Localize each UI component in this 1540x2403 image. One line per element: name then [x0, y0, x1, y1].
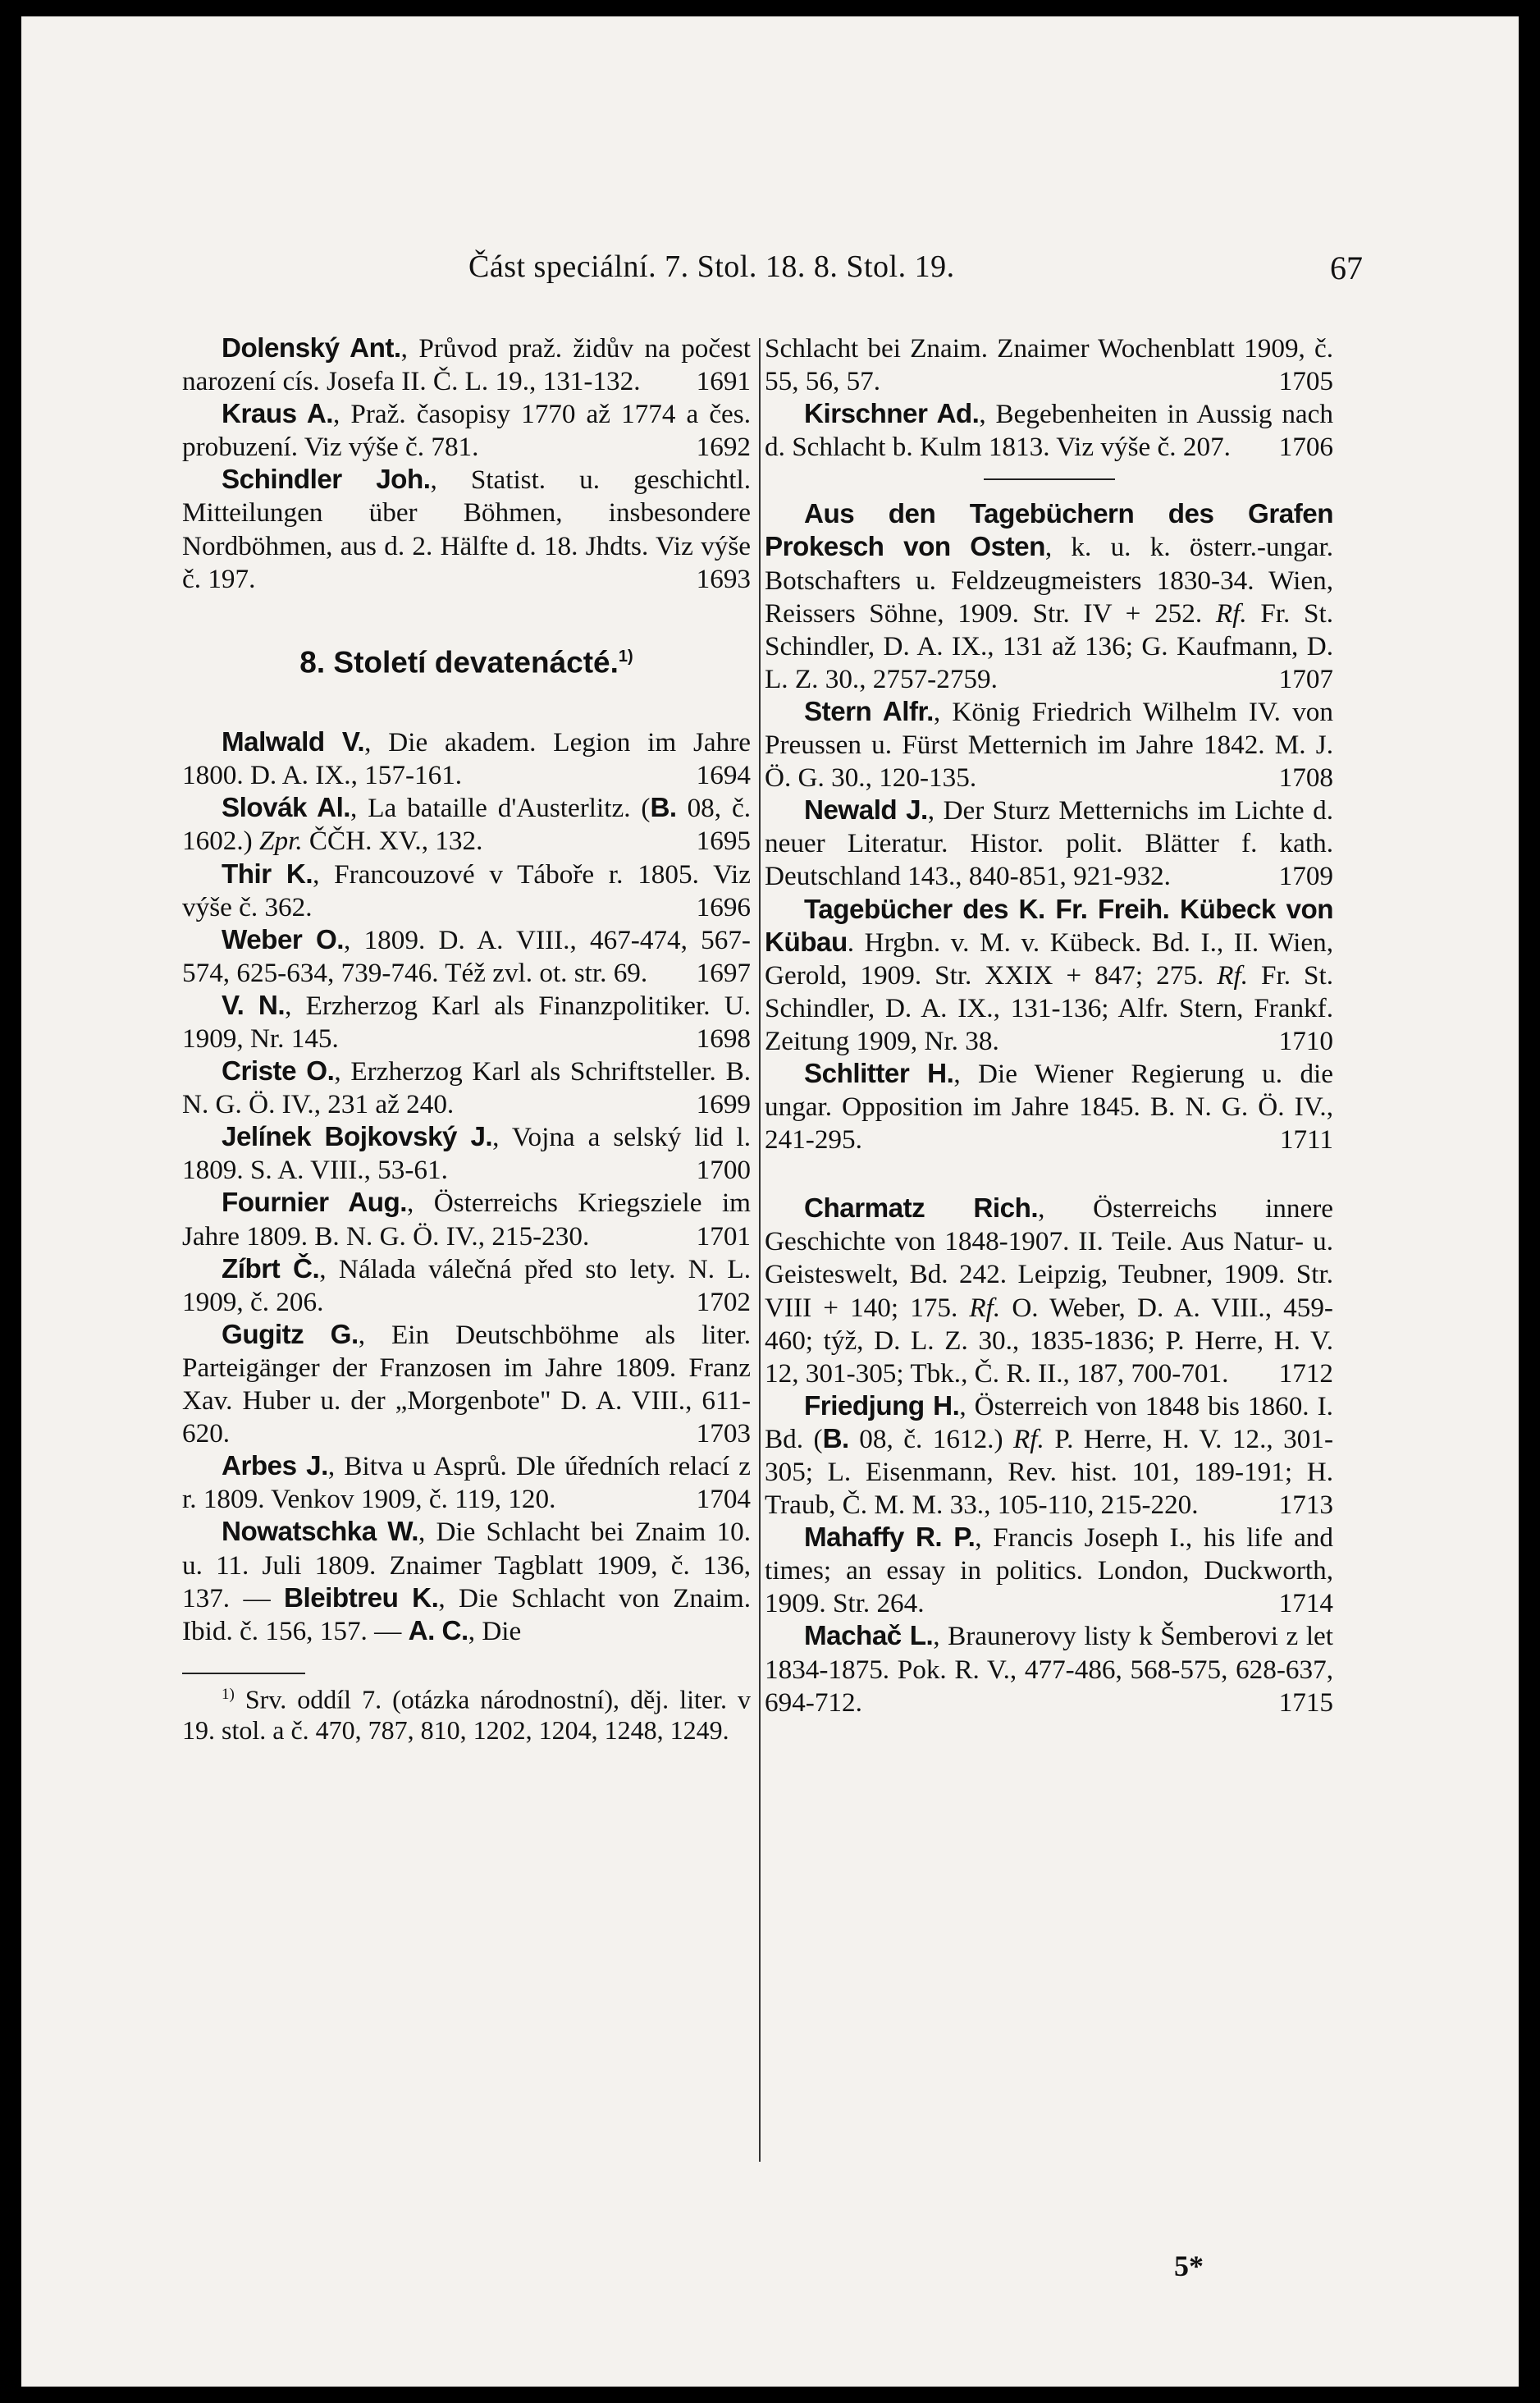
entry-1691: Dolenský Ant., Průvod praž. židův na počest narození cís. Josefa II. Č. L. 19., 131-132. 1691	[182, 332, 751, 398]
entry-1693: Schindler Joh., Statist. u. geschichtl. Mitteilungen über Böhmen, insbesondere Nordböhmen, aus d. 2. Hälfte d. 18. Jhdts. Viz výše č. 197. 1693	[182, 464, 751, 595]
entry-number: 1704	[696, 1484, 751, 1515]
entry-1705-start: Nowatschka W., Die Schlacht bei Znaim 10. u. 11. Juli 1809. Znaimer Tagblatt 1909, č. 136, 137. — Bleibtreu K., Die Schlacht von Znaim. Ibid. č. 156, 157. — A. C., Die	[182, 1517, 752, 1646]
entry-1696: Thir K., Francouzové v Táboře r. 1805. Viz výše č. 362. 1696	[182, 858, 751, 924]
entry-1712: Charmatz Rich., Österreichs innere Geschichte von 1848-1907. II. Teile. Aus Natur- u. Geisteswelt, Bd. 242. Leipzig, Teubner, 1909. Str. VIII + 140; 175. Rf. O. Weber, D. A. VIII., 459-460; týž, D. L. Z. 30., 1835-1836; P. Herre, H. V. 12, 301-305; Tbk., Č. R. II., 187, 700-701. 1712	[765, 1192, 1333, 1390]
entry-number: 1699	[696, 1089, 751, 1120]
entry-number: 1698	[696, 1023, 751, 1055]
footnote-mark: 1)	[618, 647, 633, 666]
entry-number: 1707	[1278, 663, 1333, 694]
right-column	[765, 332, 1333, 1719]
entry-1695: Slovák Al., La bataille d'Austerlitz. (B. 08, č. 1602.) Zpr. ČČH. XV., 132. 1695	[182, 792, 751, 858]
signature-mark: 5*	[1174, 2250, 1204, 2282]
entry-1710: Tagebücher des K. Fr. Freih. Kübeck von Kübau. Hrgbn. v. M. v. Kübeck. Bd. I., II. Wien, Gerold, 1909. Str. XXIX + 847; 275. Rf. Fr. St. Schindler, D. A. IX., 131-136; Alfr. Stern, Frankf. Zeitung 1909, Nr. 38. 1710	[765, 894, 1333, 1058]
page-number: 67	[1330, 249, 1363, 286]
entry-number: 1712	[1278, 1357, 1333, 1389]
entry-1698: V. N., Erzherzog Karl als Finanzpolitiker. U. 1909, Nr. 145. 1698	[182, 990, 751, 1055]
separator-rule	[984, 478, 1115, 480]
entry-1706: Kirschner Ad., Begebenheiten in Aussig nach d. Schlacht b. Kulm 1813. Viz výše č. 207. 1706	[765, 398, 1333, 464]
entry-1709: Newald J., Der Sturz Metternichs im Lichte d. neuer Literatur. Histor. polit. Blätter f. kath. Deutschland 143., 840-851, 921-932. 1709	[765, 794, 1333, 893]
entry-1700: Jelínek Bojkovský J., Vojna a selský lid l. 1809. S. A. VIII., 53-61. 1700	[182, 1121, 751, 1187]
entry-number: 1695	[696, 826, 751, 857]
column-divider	[759, 338, 761, 2162]
entry-1715: Machač L., Braunerovy listy k Šemberovi z let 1834-1875. Pok. R. V., 477-486, 568-575, 628-637, 694-712. 1715	[765, 1620, 1333, 1719]
entry-number: 1701	[696, 1220, 751, 1252]
entry-number: 1700	[696, 1155, 751, 1186]
entry-number: 1709	[1278, 861, 1333, 892]
entry-number: 1693	[696, 563, 751, 594]
entry-number: 1713	[1278, 1490, 1333, 1521]
entry-1697: Weber O., 1809. D. A. VIII., 467-474, 567-574, 625-634, 739-746. Též zvl. ot. str. 69. 1697	[182, 924, 751, 990]
running-head: Část speciální. 7. Stol. 18. 8. Stol. 19.	[468, 249, 955, 284]
section-heading: 8. Století devatenácté.$^{1)}$	[299, 645, 633, 680]
entry-1707: Aus den Tagebüchern des Grafen Prokesch von Osten, k. u. k. österr.-ungar. Botschafters u. Feldzeugmeisters 1830-34. Wien, Reissers Söhne, 1909. Str. IV + 252. Rf. Fr. St. Schindler, D. A. IX., 131 až 136; G. Kaufmann, D. L. Z. 30., 2757-2759. 1707	[765, 498, 1333, 696]
spacer	[765, 1156, 1333, 1192]
entry-1701: Fournier Aug., Österreichs Kriegsziele im Jahre 1809. B. N. G. Ö. IV., 215-230. 1701	[182, 1187, 751, 1252]
entry-number: 1696	[696, 891, 751, 922]
entry-number: 1702	[696, 1286, 751, 1317]
entry-number: 1692	[696, 432, 751, 463]
entry-number: 1711	[1279, 1124, 1333, 1156]
entry-1704: Arbes J., Bitva u Asprů. Dle úředních relací z r. 1809. Venkov 1909, č. 119, 120. 1704	[182, 1450, 751, 1516]
entry-number: 1714	[1278, 1588, 1333, 1619]
entry-1702: Zíbrt Č., Nálada válečná před sto lety. N. L. 1909, č. 206. 1702	[182, 1253, 751, 1319]
footnote-rule	[182, 1673, 305, 1674]
entry-1703: Gugitz G., Ein Deutschböhme als liter. Parteigänger der Franzosen im Jahre 1809. Franz Xav. Huber u. der „Morgenbote" D. A. VIII., 611-620. 1703	[182, 1319, 751, 1450]
entry-number: 1708	[1278, 762, 1333, 794]
entry-1705-end: Schlacht bei Znaim. Znaimer Wochenblatt 1909, č. 55, 56, 57. 1705	[765, 332, 1333, 398]
entry-1711: Schlitter H., Die Wiener Regierung u. die ungar. Opposition im Jahre 1845. B. N. G. Ö. IV., 241-295. 1711	[765, 1058, 1333, 1156]
entry-1692: Kraus A., Praž. časopisy 1770 až 1774 a čes. probuzení. Viz výše č. 781. 1692	[182, 398, 751, 464]
entry-number: 1694	[696, 760, 751, 791]
entry-1714: Mahaffy R. P., Francis Joseph I., his life and times; an essay in politics. London, Duckworth, 1909. Str. 264. 1714	[765, 1522, 1333, 1620]
entry-number: 1715	[1278, 1687, 1333, 1718]
footnote: $^{1)}$ Srv. oddíl 7. (otázka národnostní), děj. liter. v 19. stol. a č. 470, 787, 810, 1202, 1204, 1248, 1249.	[182, 1684, 751, 1746]
entry-number: 1691	[696, 366, 751, 397]
left-column	[182, 332, 751, 1746]
entry-number: 1697	[696, 957, 751, 988]
entry-number: 1703	[696, 1418, 751, 1449]
entry-number: 1705	[1278, 366, 1333, 397]
entry-1708: Stern Alfr., König Friedrich Wilhelm IV. von Preussen u. Fürst Metternich im Jahre 1842. M. J. Ö. G. 30., 120-135. 1708	[765, 696, 1333, 794]
entry-1713: Friedjung H., Österreich von 1848 bis 1860. I. Bd. (B. 08, č. 1612.) Rf. P. Herre, H. V. 12., 301-305; L. Eisenmann, Rev. hist. 101, 189-191; H. Traub, Č. M. M. 33., 105-110, 215-220. 1713	[765, 1390, 1333, 1522]
book-page	[21, 16, 1519, 2387]
entry-1694: Malwald V., Die akadem. Legion im Jahre 1800. D. A. IX., 157-161. 1694	[182, 726, 751, 792]
entry-number: 1710	[1278, 1025, 1333, 1056]
entry-number: 1706	[1278, 432, 1333, 463]
entry-1699: Criste O., Erzherzog Karl als Schriftsteller. B. N. G. Ö. IV., 231 až 240. 1699	[182, 1055, 751, 1121]
